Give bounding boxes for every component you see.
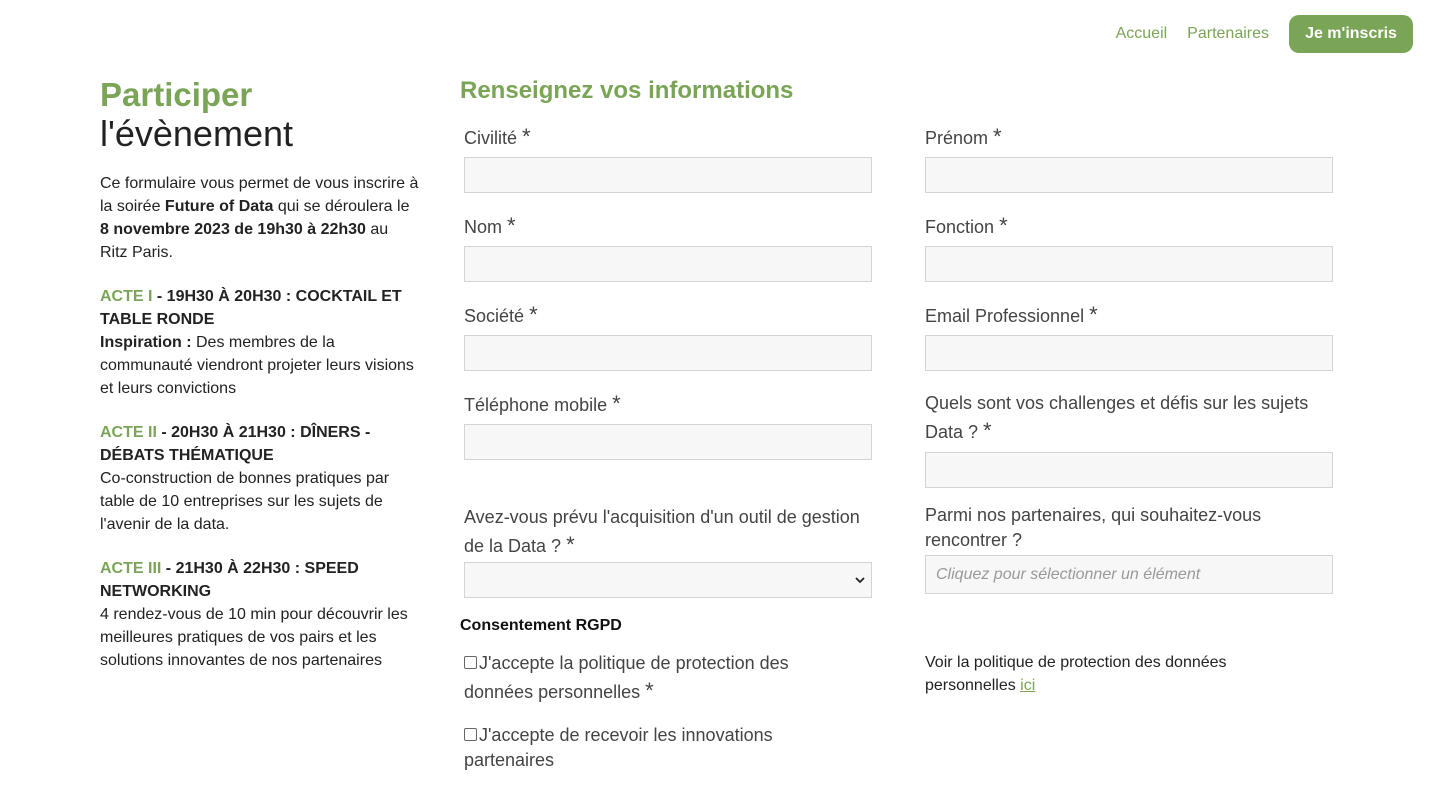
intro-text: Ce formulaire vous permet de vous inscrire à la soirée Future of Data qui se déroulera le 8 novembre 2023 de 19h30 à 22h30 au Ritz Paris.	[100, 175, 419, 261]
challenges-input[interactable]	[925, 452, 1333, 488]
civilite-field	[464, 124, 872, 193]
top-nav	[1116, 15, 1413, 53]
act-label: ACTE III	[100, 560, 162, 577]
privacy-policy-note: Voir la politique de protection des données personnelles ici	[925, 654, 1227, 694]
civilite-label: Civilité	[464, 128, 518, 148]
fonction-label: Fonction	[925, 217, 995, 237]
act-description: 4 rendez-vous de 10 min pour découvrir les meilleures pratiques de vos pairs et les solutions innovantes de nos partenaires	[100, 606, 408, 669]
rgpd-title: Consentement RGPD	[460, 617, 622, 634]
acquisition-select[interactable]	[464, 562, 872, 598]
act-title: - 19H30 À 20H30 : COCKTAIL ET TABLE RONDE	[100, 288, 402, 328]
privacy-checkbox[interactable]	[464, 656, 477, 669]
act-description: Inspiration : Des membres de la communauté viendront projeter leurs visions et leurs convictions	[100, 334, 414, 397]
acquisition-field	[464, 503, 872, 598]
email-field	[925, 302, 1333, 371]
act-2	[100, 421, 420, 536]
act-label: ACTE II	[100, 424, 157, 441]
nav-link-partenaires[interactable]: Partenaires	[1187, 25, 1269, 42]
consent-innovations	[464, 723, 824, 773]
fonction-input[interactable]	[925, 246, 1333, 282]
consent-privacy	[464, 649, 824, 706]
event-date: 8 novembre 2023 de 19h30 à 22h30	[100, 221, 366, 238]
telephone-field	[464, 391, 872, 460]
nom-label: Nom	[464, 217, 503, 237]
required-marker: *	[522, 124, 531, 149]
act-title: - 20H30 À 21H30 : DÎNERS - DÉBATS THÉMATIQUE	[100, 424, 371, 464]
chevron-down-icon	[855, 572, 865, 588]
fonction-field	[925, 213, 1333, 282]
event-name: Future of Data	[164, 198, 274, 215]
partenaires-field	[925, 503, 1333, 594]
act-description: Co-construction de bonnes pratiques par table de 10 entreprises sur les sujets de l'avenir de la data.	[100, 470, 390, 533]
consent-privacy-label: J'accepte la politique de protection des données personnelles	[464, 653, 789, 702]
form-title: Renseignez vos informations	[460, 77, 794, 104]
required-marker: *	[993, 124, 1002, 149]
partenaires-select[interactable]	[925, 555, 1333, 594]
act-1	[100, 285, 420, 400]
act-title: - 21H30 À 22H30 : SPEED NETWORKING	[100, 560, 359, 600]
event-info	[100, 76, 420, 693]
nom-input[interactable]	[464, 246, 872, 282]
prenom-label: Prénom	[925, 128, 989, 148]
act-3	[100, 557, 420, 672]
act-label: ACTE I	[100, 288, 153, 305]
required-marker: *	[529, 302, 538, 327]
societe-field	[464, 302, 872, 371]
required-marker: *	[983, 418, 992, 443]
nav-link-accueil[interactable]: Accueil	[1115, 25, 1168, 42]
telephone-input[interactable]	[464, 424, 872, 460]
privacy-policy-link[interactable]: ici	[1020, 677, 1036, 694]
prenom-field	[925, 124, 1333, 193]
email-input[interactable]	[925, 335, 1333, 371]
page-title-line1: Participer	[100, 76, 253, 113]
consent-innovations-label: J'accepte de recevoir les innovations partenaires	[464, 725, 773, 770]
civilite-input[interactable]	[464, 157, 872, 193]
challenges-field	[925, 389, 1333, 488]
innovations-checkbox[interactable]	[464, 728, 477, 741]
societe-input[interactable]	[464, 335, 872, 371]
partenaires-placeholder: Cliquez pour sélectionner un élément	[936, 565, 1201, 583]
societe-label: Société	[464, 306, 525, 326]
acquisition-label: Avez-vous prévu l'acquisition d'un outil de gestion de la Data ?	[464, 507, 860, 556]
challenges-label: Quels sont vos challenges et défis sur les sujets Data ?	[925, 393, 1309, 442]
register-button[interactable]: Je m'inscris	[1289, 15, 1413, 53]
prenom-input[interactable]	[925, 157, 1333, 193]
required-marker: *	[1089, 302, 1098, 327]
email-label: Email Professionnel	[925, 306, 1085, 326]
nom-field	[464, 213, 872, 282]
required-marker: *	[645, 678, 654, 703]
partenaires-label: Parmi nos partenaires, qui souhaitez-vous rencontrer ?	[925, 505, 1262, 550]
required-marker: *	[566, 532, 575, 557]
telephone-label: Téléphone mobile	[464, 395, 608, 415]
required-marker: *	[999, 213, 1008, 238]
required-marker: *	[612, 391, 621, 416]
required-marker: *	[507, 213, 516, 238]
page-title-line2: l'évènement	[100, 113, 293, 154]
